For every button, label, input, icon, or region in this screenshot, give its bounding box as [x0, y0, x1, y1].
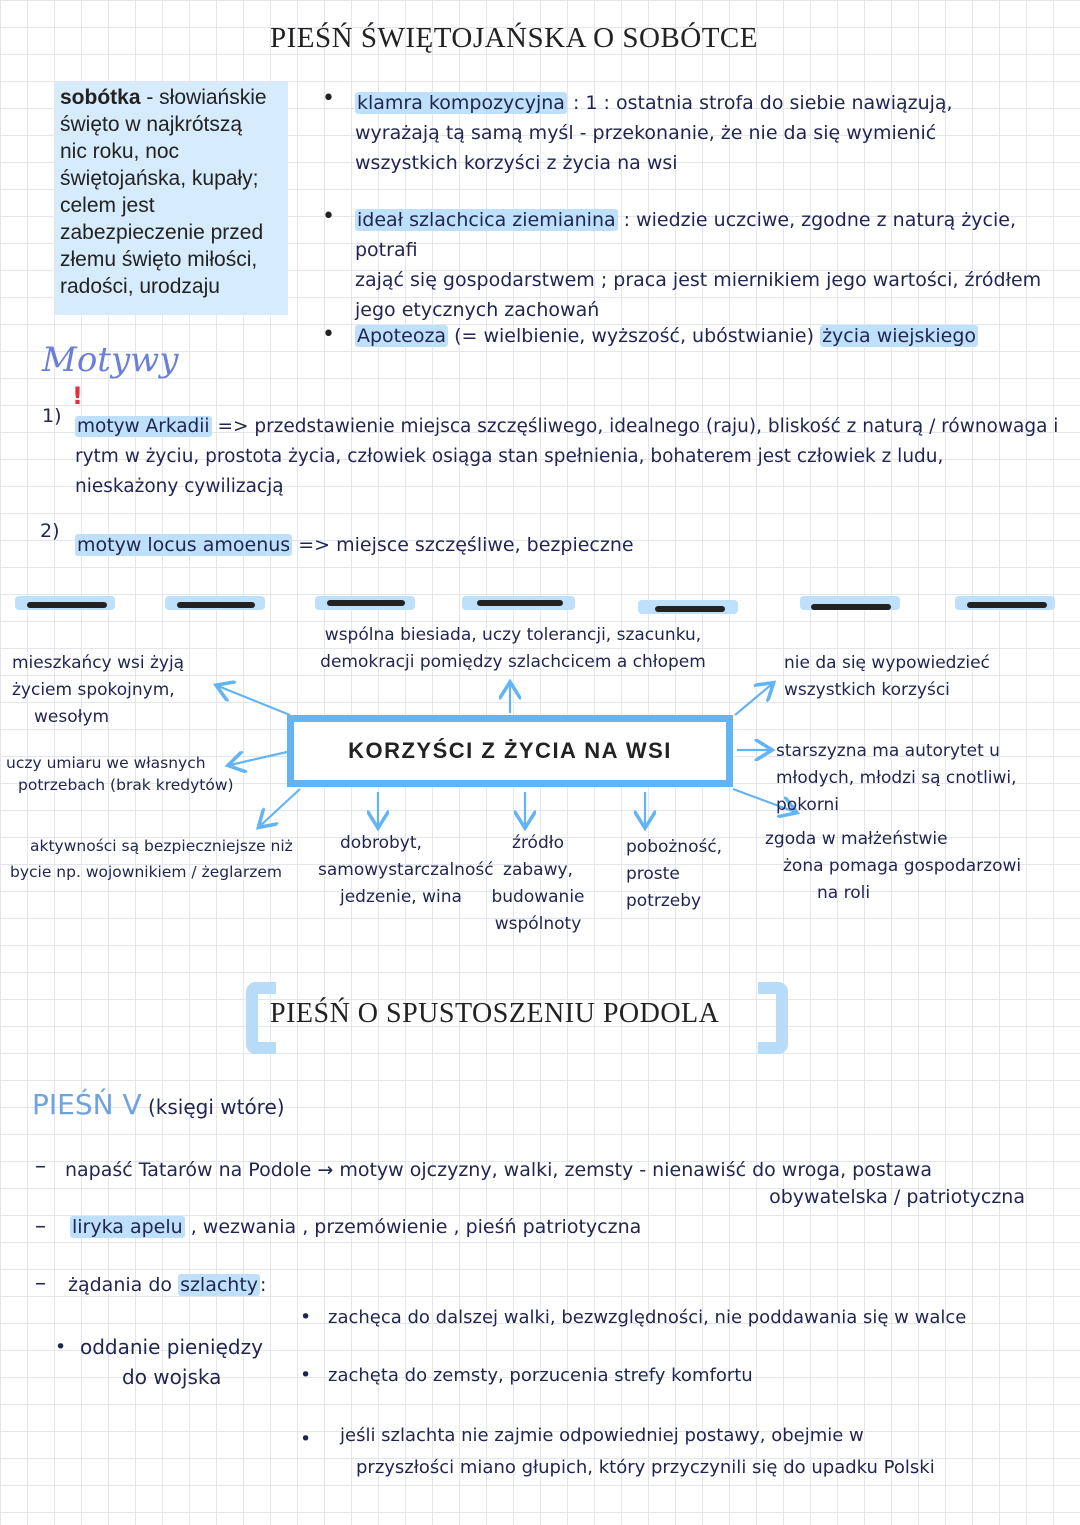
- detail-zadania: żądania do szlachty :: [68, 1274, 267, 1296]
- bullet-dot: •: [300, 1364, 312, 1386]
- bullet-dot: •: [322, 322, 335, 347]
- bullet-ideal: ideał szlachcica ziemianina : wiedzie uczciwe, zgodne z naturą życie, potrafi zająć się gospodarstwem ; praca jest miernikiem jego wartości, źródłem jego etycznych zachowań: [355, 209, 1042, 321]
- bullet-klamra: klamra kompozycyjna : 1 : ostatnia strofa do siebie nawiązują, wyrażają tą samą myśl - przekonanie, że nie da się wymienić wszystkich korzyści z życia na wsi: [355, 92, 953, 174]
- definition-term: sobótka: [60, 86, 141, 109]
- definition-line: święto w najkrótszą: [60, 113, 243, 136]
- node-bottom2: źródło zabawy, budowanie wspólnoty: [491, 833, 585, 934]
- demand-postawa: jeśli szlachta nie zajmie odpowiedniej postawy, obejmie w przyszłości miano głupich, który przyczynili się do upadku Polski: [340, 1425, 935, 1478]
- page-title: PIEŚŃ ŚWIĘTOJAŃSKA O SOBÓTCE: [270, 22, 758, 54]
- node-bottom3: pobożność, proste potrzeby: [626, 837, 723, 911]
- arrow-left: [230, 752, 287, 765]
- definition-line: złemu święto miłości,: [60, 248, 258, 271]
- demand-money: oddanie pieniędzy do wojska: [80, 1335, 263, 1389]
- bullet-dot: •: [300, 1428, 312, 1450]
- bullet-apoteoza: Apoteoza (= wielbienie, wyższość, ubóstwianie) życia wiejskiego: [357, 325, 977, 347]
- node-bottom1: dobrobyt, samowystarczalność jedzenie, wina: [318, 833, 494, 907]
- detail-liryka: liryka apelu , wezwania , przemówienie , pieśń patriotyczna: [72, 1216, 642, 1238]
- motif-locus: motyw locus amoenus => miejsce szczęśliwe, bezpieczne: [77, 534, 634, 556]
- definition-line: radości, urodzaju: [60, 275, 220, 298]
- node-top: wspólna biesiada, uczy tolerancji, szacunku, demokracji pomiędzy szlachcicem a chłopem: [320, 625, 706, 672]
- motif-arkadia: motyw Arkadii => przedstawienie miejsca szczęśliwego, idealnego (raju), bliskość z naturą / równowaga i rytm w życiu, prostota życia, człowiek osiąga stan spełnienia, bohaterem jest człowiek z ludu, nieskażony cywilizacją: [75, 416, 1059, 497]
- motifs-heading: Motywy: [42, 340, 179, 380]
- section2-title: PIEŚŃ O SPUSTOSZENIU PODOLA: [270, 998, 720, 1029]
- dash-bullet: –: [35, 1271, 46, 1296]
- definition-line: zabezpieczenie przed: [60, 221, 264, 244]
- arrow-bottomleft: [260, 789, 300, 826]
- definition-line: sobótka - słowiańskie: [60, 86, 267, 109]
- exclamation-icon: !: [72, 382, 83, 410]
- node-topleft: mieszkańcy wsi żyją życiem spokojnym, wesołym: [12, 653, 185, 727]
- arrow-topright: [735, 684, 772, 715]
- motif-number: 2): [40, 520, 60, 542]
- detail-napasc: napaść Tatarów na Podole → motyw ojczyzny, walki, zemsty - nienawiść do wroga, postawa obywatelska / patriotyczna: [65, 1159, 1025, 1208]
- motif-number: 1): [42, 405, 62, 427]
- bullet-dot: •: [322, 86, 335, 111]
- node-right: starszyzna ma autorytet u młodych, młodzi są cnotliwi, pokorni: [776, 741, 1017, 815]
- dash-bullet: –: [35, 1214, 46, 1239]
- definition-line: celem jest: [60, 194, 155, 217]
- arrow-topleft: [218, 686, 290, 715]
- dash-bullet: –: [35, 1154, 46, 1179]
- song-heading: PIEŚŃ V (księgi wtóre): [32, 1088, 285, 1121]
- node-left: uczy umiaru we własnych potrzebach (brak kredytów): [6, 754, 234, 794]
- mindmap-center: KORZYŚCI Z ŻYCIA NA WSI: [287, 715, 733, 787]
- definition-line: świętojańska, kupały;: [60, 167, 259, 190]
- demand-walka: zachęca do dalszej walki, bezwzględności, nie poddawania się w walce: [328, 1307, 967, 1328]
- demand-zemsta: zachęta do zemsty, porzucenia strefy komfortu: [328, 1365, 753, 1386]
- bullet-dot: •: [300, 1306, 312, 1328]
- bullet-dot: •: [55, 1336, 67, 1358]
- node-topright: nie da się wypowiedzieć wszystkich korzyści: [784, 653, 990, 700]
- definition-line: nic roku, noc: [60, 140, 180, 163]
- node-bottomleft: aktywności są bezpieczniejsze niż bycie np. wojownikiem / żeglarzem: [10, 837, 293, 881]
- node-bottomright: zgoda w małżeństwie żona pomaga gospodarzowi na roli: [765, 829, 1022, 903]
- bullet-dot: •: [322, 204, 335, 229]
- bracket-right: [758, 982, 788, 1054]
